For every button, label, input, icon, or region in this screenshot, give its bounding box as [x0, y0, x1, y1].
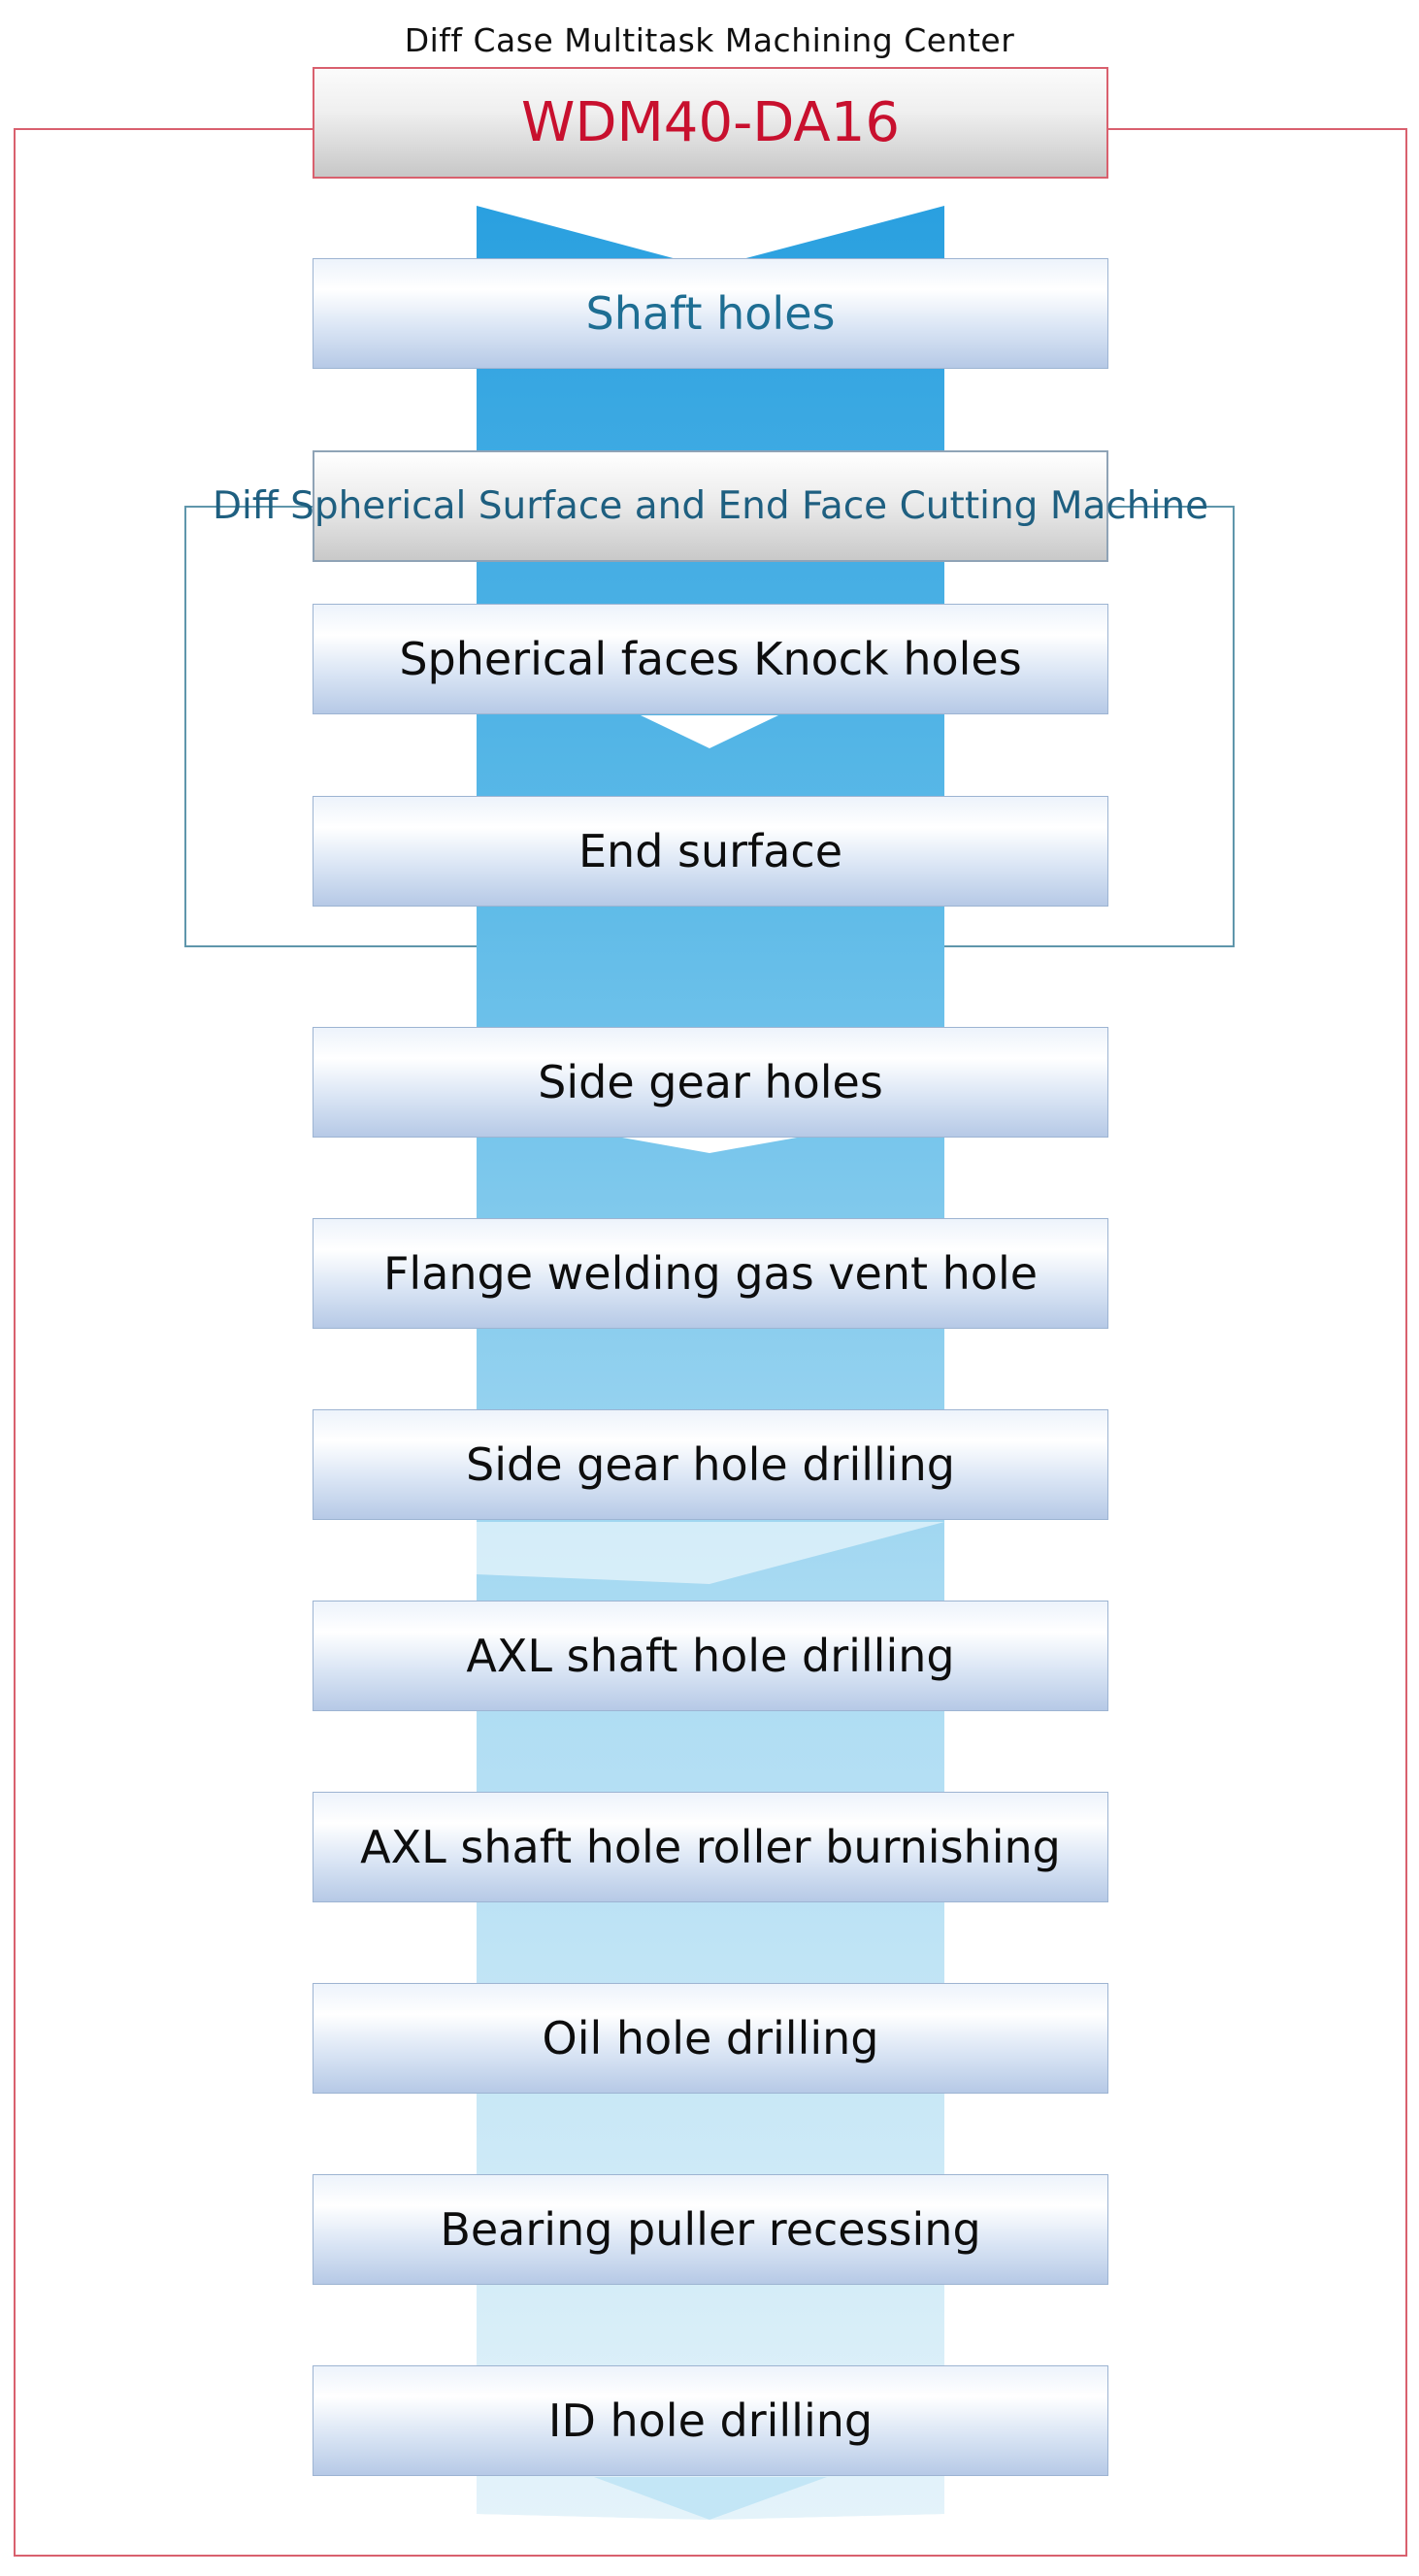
step-label: Bearing puller recessing	[440, 2203, 981, 2256]
step-box	[313, 1218, 1108, 1329]
step-box	[313, 604, 1108, 714]
step-box	[313, 258, 1108, 369]
step-box	[313, 1983, 1108, 2094]
step-box	[313, 2365, 1108, 2476]
step-box	[313, 1792, 1108, 1902]
machine-title: WDM40-DA16	[521, 91, 900, 154]
subgroup-title: Diff Spherical Surface and End Face Cutting Machine	[212, 484, 1209, 528]
step-label: Shaft holes	[585, 287, 836, 340]
subgroup-title-box	[212, 450, 1209, 562]
machine-title-box	[313, 67, 1108, 179]
step-label: Side gear hole drilling	[466, 1438, 955, 1491]
step-label: ID hole drilling	[547, 2394, 874, 2447]
step-label: Oil hole drilling	[542, 2012, 879, 2064]
step-box	[313, 1409, 1108, 1520]
step-box	[313, 1601, 1108, 1711]
step-label: AXL shaft hole roller burnishing	[360, 1821, 1061, 1873]
step-label: End surface	[578, 825, 843, 877]
step-label: Side gear holes	[538, 1056, 883, 1108]
step-box	[313, 796, 1108, 907]
step-label: Spherical faces Knock holes	[399, 633, 1022, 685]
step-box	[313, 1027, 1108, 1138]
step-label: Flange welding gas vent hole	[382, 1247, 1039, 1300]
step-label: AXL shaft hole drilling	[466, 1630, 955, 1682]
step-box	[313, 2174, 1108, 2285]
header-caption: Diff Case Multitask Machining Center	[404, 21, 1015, 59]
